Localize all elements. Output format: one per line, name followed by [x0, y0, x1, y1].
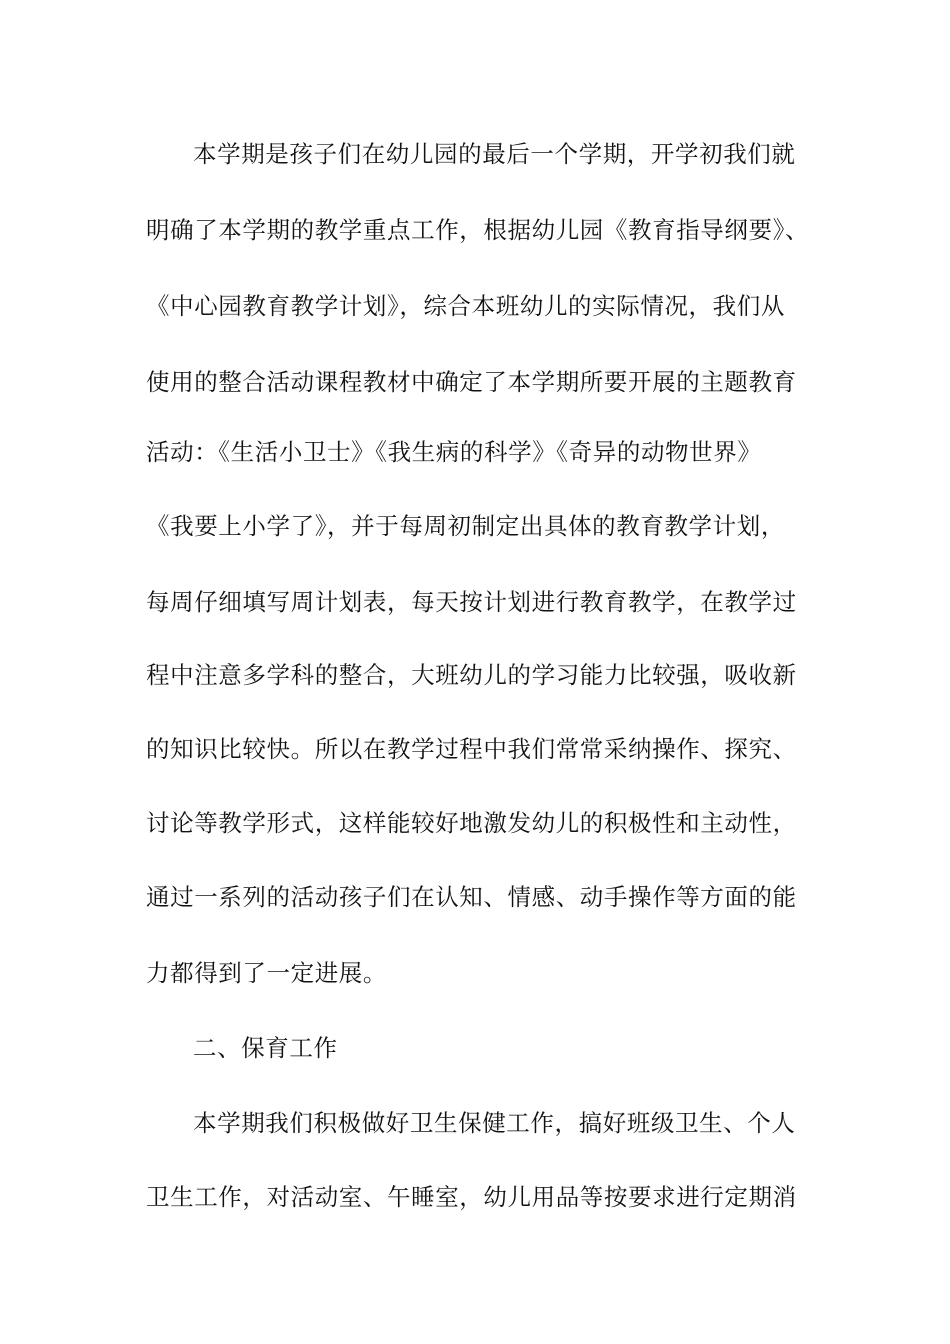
paragraph-line: 《中心园教育教学计划》，综合本班幼儿的实际情况，我们从: [146, 292, 785, 320]
section-heading: 二、保育工作: [193, 1034, 338, 1062]
paragraph-line: 程中注意多学科的整合，大班幼儿的学习能力比较强，吸收新: [146, 661, 797, 689]
paragraph-line: 讨论等教学形式，这样能较好地激发幼儿的积极性和主动性，: [146, 809, 797, 837]
paragraph-line: 明确了本学期的教学重点工作，根据幼儿园《教育指导纲要》、: [146, 216, 810, 244]
paragraph-line: 《我要上小学了》，并于每周初制定出具体的教育教学计划，: [146, 512, 785, 540]
paragraph-line: 卫生工作，对活动室、午睡室，幼儿用品等按要求进行定期消: [146, 1183, 797, 1211]
paragraph-line: 的知识比较快。所以在教学过程中我们常常采纳操作、探究、: [146, 735, 797, 763]
paragraph-line: 每周仔细填写周计划表，每天按计划进行教育教学，在教学过: [146, 588, 797, 616]
paragraph-line: 使用的整合活动课程教材中确定了本学期所要开展的主题教育: [146, 368, 797, 396]
paragraph-line: 本学期是孩子们在幼儿园的最后一个学期，开学初我们就: [193, 140, 796, 168]
paragraph-line: 通过一系列的活动孩子们在认知、情感、动手操作等方面的能: [146, 883, 797, 911]
paragraph-line: 力都得到了一定进展。: [146, 959, 387, 987]
paragraph-line: 本学期我们积极做好卫生保健工作，搞好班级卫生、个人: [193, 1109, 796, 1137]
paragraph-line: 活动：《生活小卫士》《我生病的科学》《奇异的动物世界》: [146, 438, 762, 466]
